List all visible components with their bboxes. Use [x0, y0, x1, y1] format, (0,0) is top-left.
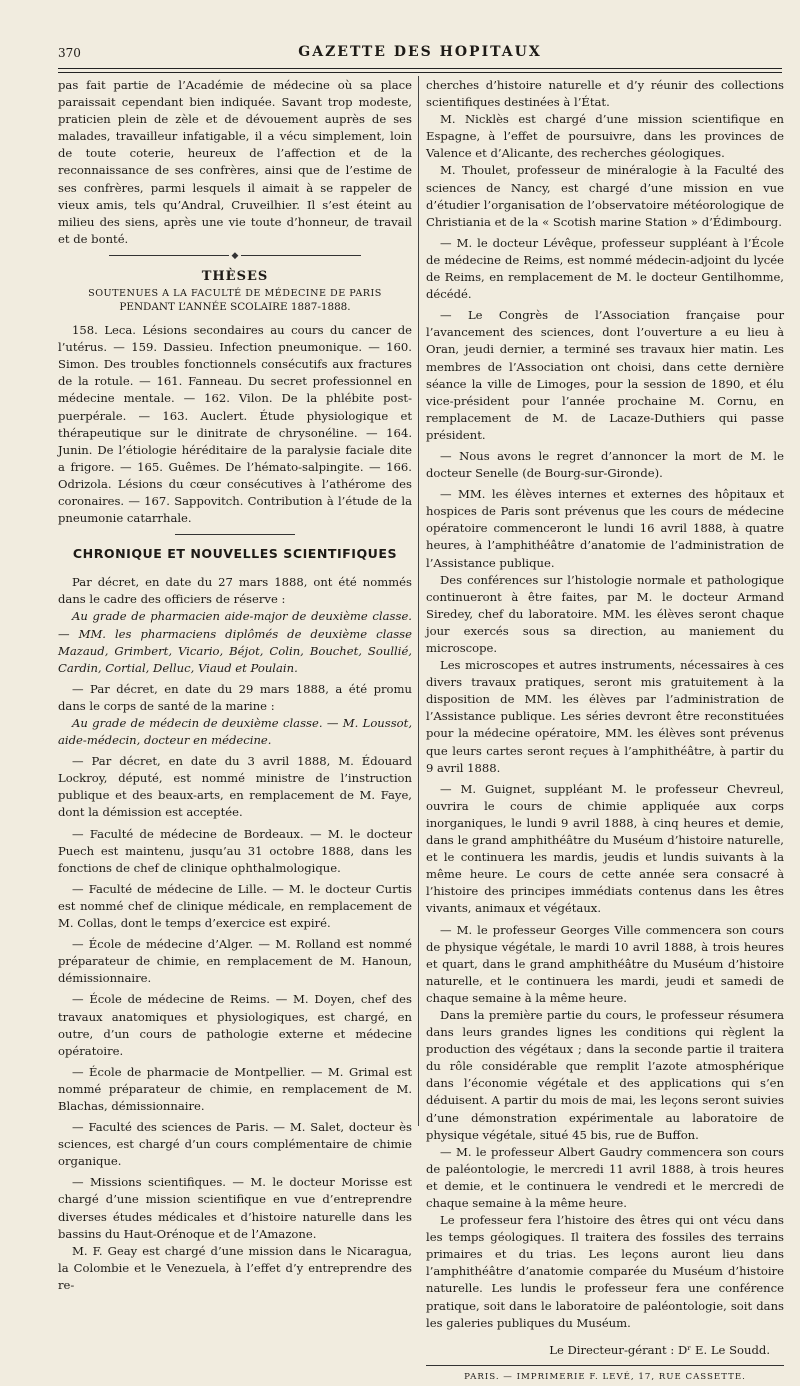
news-paragraph: — École de médecine d’Alger. — M. Rolland est nommé préparateur de chimie, en remplacement de M. Hanoun, démissionnaire. [58, 937, 412, 986]
news-paragraph: — École de médecine de Reims. — M. Doyen, chef des travaux anatomiques et physiologiques, est chargé, en outre, d’un cours de pathologie externe et médecine opératoire. [58, 992, 412, 1058]
news-paragraph: M. F. Geay est chargé d’une mission dans le Nicaragua, la Colombie et le Venezuela, à l’effet d’y entreprendre des re- [58, 1243, 412, 1292]
news-paragraph: — Par décret, en date du 29 mars 1888, a été promu dans le corps de santé de la marine : [58, 681, 412, 713]
news-paragraph: — Le Congrès de l’Association française pour l’avancement des sciences, dont l’ouverture a eu lieu à Oran, jeudi dernier, a terminé ses travaux hier matin. Les membres de l’Association ont choisi, dans cette dernière séance la ville de Limoges, pour la session de 1890, et élu vice-président pour l’année prochaine M. Cornu, en remplacement de M. de Lacaze-Duthiers qui passe président. [426, 308, 784, 442]
right-column [426, 77, 784, 1386]
news-paragraph: — Faculté de médecine de Bordeaux. — M. le docteur Puech est maintenu, jusqu’au 31 octobre 1888, dans les fonctions de chef de clinique ophthalmologique. [58, 826, 412, 875]
section-separator: ◆ [58, 252, 412, 260]
imprint-line: PARIS. — IMPRIMERIE F. LEVÉ, 17, RUE CASSETTE. [464, 1371, 746, 1382]
header-rule [58, 68, 782, 69]
news-paragraph: — M. le professeur Georges Ville commencera son cours de physique végétale, le mardi 10 avril 1888, à trois heures et quart, dans le grand amphithéâtre du Muséum d’histoire naturelle, et le continuera les mardi, jeudi et samedi de chaque semaine à la même heure. [426, 922, 784, 1005]
theses-subtitle: SOUTENUES A LA FACULTÉ DE MÉDECINE DE PARIS [88, 288, 382, 300]
section-separator [58, 531, 412, 539]
left-column [58, 77, 412, 1294]
news-paragraph: — Faculté des sciences de Paris. — M. Salet, docteur ès sciences, est chargé d’un cours complémentaire de chimie organique. [58, 1120, 412, 1169]
running-title: GAZETTE DES HOPITAUX [298, 44, 542, 60]
news-paragraph: — M. le docteur Lévêque, professeur suppléant à l’École de médecine de Reims, est nommé médecin-adjoint du lycée de Reims, en remplacement de M. le docteur Gentilhomme, décédé. [426, 235, 784, 302]
theses-subtitle-year: PENDANT L’ANNÉE SCOLAIRE 1887-1888. [119, 301, 351, 314]
director-signature: Le Directeur-gérant : Dʳ E. Le Soudd. [549, 1342, 770, 1357]
imprint-rule [426, 1365, 784, 1366]
obituary-paragraph: pas fait partie de l’Académie de médecine où sa place paraissait cependant bien indiquée. Savant trop modeste, praticien plein de zèle et de dévouement auprès de ses malades, travailleur infatigable, il a vécu simplement, loin de toute coterie, heureux de l’affection et de la reconnaissance de ses confrères, ainsi que de l’estime de ses confrères, parmi lesquels il aimait à se rappeler de vieux amis, tels qu’Andral, Cruveilhier. Il s’est éteint au milieu des siens, après une vie toute d’honneur, de travail et de bonté. [58, 78, 412, 246]
news-paragraph: Par décret, en date du 27 mars 1888, ont été nommés dans le cadre des officiers de réserve : [58, 575, 412, 607]
news-paragraph: Des conférences sur l’histologie normale et pathologique continueront à être faites, par M. le docteur Armand Siredey, chef du laboratoire. MM. les élèves seront chaque jour exercés sous sa direction, au maniement du microscope. [426, 572, 784, 655]
page-header [58, 44, 782, 66]
news-paragraph: — Missions scientifiques. — M. le docteur Morisse est chargé d’une mission scientifique en vue d’entreprendre diverses études médicales et d’histoire naturelle dans les bassins du Haut-Orénoque et de l’Amazone. [58, 1175, 412, 1241]
news-paragraph: Le professeur fera l’histoire des êtres qui ont vécu dans les temps géologiques. Il traitera des fossiles des terrains primaires et du trias. Les leçons auront lieu dans l’amphithéâtre d’anatomie comparée du Muséum d’histoire naturelle. Les lundis le professeur fera une conférence pratique, soit dans le laboratoire de paléontologie, soit dans les galeries publiques du Muséum. [426, 1213, 784, 1330]
news-paragraph: — École de pharmacie de Montpellier. — M. Grimal est nommé préparateur de chimie, en remplacement de M. Blachas, démissionnaire. [58, 1064, 412, 1113]
news-paragraph: M. Nicklès est chargé d’une mission scientifique en Espagne, à l’effet de poursuivre, dans les provinces de Valence et d’Alicante, des recherches géologiques. [426, 112, 784, 161]
news-paragraph: — M. le professeur Albert Gaudry commencera son cours de paléontologie, le mercredi 11 avril 1888, à trois heures et demie, et le continuera le vendredi et le mercredi de chaque semaine à la même heure. [426, 1144, 784, 1210]
news-paragraph: Les microscopes et autres instruments, nécessaires à ces divers travaux pratiques, seront mis gratuitement à la disposition de MM. les élèves par l’administration de l’Assistance publique. Les séries devront être reconstituées pour la médecine opératoire, MM. les élèves sont prévenus que leurs cartes seront reçues à l’amphithéâtre, à partir du 9 avril 1888. [426, 658, 784, 775]
news-paragraph: M. Thoulet, professeur de minéralogie à la Faculté des sciences de Nancy, est chargé d’une mission en vue d’étudier l’organisation de l’observatoire météorologique de Christiania et de la « Scotish marine Station » d’Édimbourg. [426, 163, 784, 229]
news-paragraph: — Nous avons le regret d’annoncer la mort de M. le docteur Senelle (de Bourg-sur-Gironde). [426, 448, 784, 481]
news-paragraph: — Faculté de médecine de Lille. — M. le docteur Curtis est nommé chef de clinique médicale, en remplacement de M. Collas, dont le temps d’exercice est expiré. [58, 881, 412, 931]
news-paragraph: — M. Guignet, suppléant M. le professeur Chevreul, ouvrira le cours de chimie appliquée aux corps inorganiques, le lundi 9 avril 1888, à cinq heures et demie, dans le grand amphithéâtre du Muséum d’histoire naturelle, et le continuera les mardis, jeudis et lundis suivants à la même heure. Le cours de cette année sera consacré à l’histoire des principes immédiats contenus dans les êtres vivants, animaux et végétaux. [426, 781, 784, 916]
news-paragraph: — MM. les élèves internes et externes des hôpitaux et hospices de Paris sont prévenus que les cours de médecine opératoire commenceront le lundi 16 avril 1888, à quatre heures, à l’amphithéâtre d’anatomie de l’administration de l’Assistance publique. [426, 487, 784, 570]
header-rule-secondary [58, 72, 782, 73]
column-divider [418, 76, 419, 1126]
news-paragraph: cherches d’histoire naturelle et d’y réunir des collections scientifiques destinées à l’État. [426, 78, 784, 110]
chronique-title: CHRONIQUE ET NOUVELLES SCIENTIFIQUES [72, 546, 398, 562]
news-paragraph: Dans la première partie du cours, le professeur résumera dans leurs grandes lignes les conditions qui règlent la production des végétaux ; dans la seconde partie il traitera du rôle considérable que remplit l’azote atmosphérique dans l’économie végétale et des applications qui s’en déduisent. A partir du mois de mai, les leçons seront suivies d’une démonstration expérimentale au laboratoire de physique végétale, situé 45 bis, rue de Buffon. [426, 1007, 784, 1142]
news-paragraph: — Par décret, en date du 3 avril 1888, M. Édouard Lockroy, député, est nommé ministre de l’instruction publique et des beaux-arts, en remplacement de M. Faye, dont la démission est acceptée. [58, 754, 412, 820]
news-paragraph: Au grade de pharmacien aide-major de deuxième classe. — MM. les pharmaciens diplômés de deuxième classe Mazaud, Grimbert, Vicario, Béjot, Colin, Bouchet, Soullié, Cardin, Cortial, Delluc, Viaud et Poulain. [58, 609, 412, 675]
theses-title: THÈSES [201, 268, 269, 284]
page-number: 370 [58, 46, 81, 60]
theses-list: 158. Leca. Lésions secondaires au cours du cancer de l’utérus. — 159. Dassieu. Infection pneumonique. — 160. Simon. Des troubles fonctionnels consécutifs aux fractures de la rotule. — 161. Fanneau. Du secret professionnel en médecine mentale. — 162. Vilon. De la phlébite post-puerpérale. — 163. Auclert. Étude physiologique et thérapeutique sur le dinitrate de chrysonéline. — 164. Junin. De l’étiologie héréditaire de la paralysie faciale dite a frigore. — 165. Guêmes. De l’hémato-salpingite. — 166. Odrizola. Lésions du cœur consécutives à l’athérome des coronaires. — 167. Sappovitch. Contribution à l’étude de la pneumonie catarrhale. [58, 323, 412, 526]
news-paragraph: Au grade de médecin de deuxième classe. — M. Loussot, aide-médecin, docteur en médecine. [58, 716, 412, 748]
